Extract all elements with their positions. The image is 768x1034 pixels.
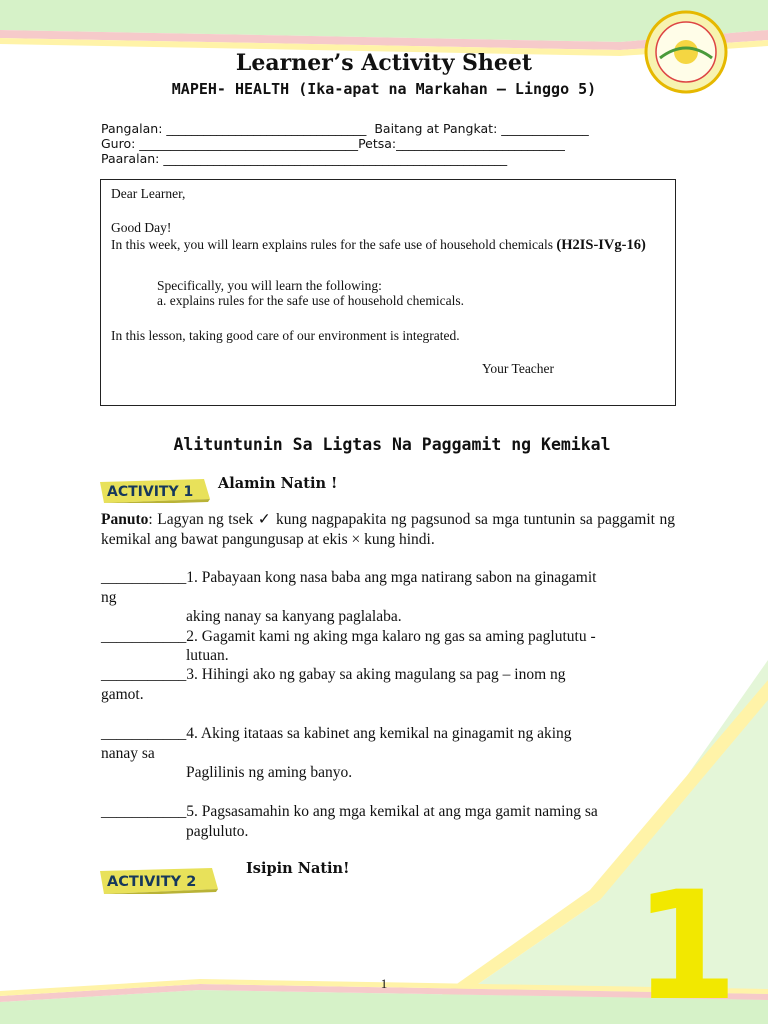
list-item-5: ___________5. Pagsasamahin ko ang mga kemikal at ang mga gamit naming sa	[101, 803, 598, 820]
letter-integration: In this lesson, taking good care of our environment is integrated.	[111, 328, 460, 343]
list-item-4-cont2: Paglilinis ng aming banyo.	[186, 764, 353, 781]
activity-1-badge-text: ACTIVITY 1	[107, 484, 194, 500]
directions-text: : Lagyan ng tsek ✓ kung nagpapakita ng pagsunod sa mga tuntunin sa paggamit ng kemikal ang bawat pangungusap at ekis × kung hindi.	[101, 511, 675, 548]
answer-blank-1[interactable]: ___________	[101, 569, 187, 586]
letter-item-a: a. explains rules for the safe use of household chemicals.	[157, 293, 465, 308]
activity-2-badge	[100, 868, 218, 894]
list-item-2: ___________2. Gagamit kami ng aking mga kalaro ng gas sa aming paglututu -	[101, 628, 596, 645]
big-page-number: 1	[633, 860, 738, 1034]
teacher-field: Guro: ___________________________________	[101, 136, 359, 151]
list-item-2-cont: lutuan.	[186, 647, 229, 664]
activity-1-badge	[100, 479, 210, 503]
answer-blank-2[interactable]: ___________	[101, 628, 187, 645]
page-number: 1	[380, 976, 388, 991]
date-field: Petsa:___________________________	[358, 136, 565, 151]
list-item-1-cont: ng	[101, 589, 117, 606]
list-item-4-cont: nanay sa	[101, 745, 155, 762]
name-field: Pangalan: ________________________________	[101, 121, 367, 136]
list-item-4: ___________4. Aking itataas sa kabinet ang kemikal na ginagamit ng aking	[101, 725, 572, 742]
school-field: Paaralan: _______________________________________________________	[101, 151, 508, 166]
activity-2-title: Isipin Natin!	[246, 860, 350, 877]
grade-section-field: Baitang at Pangkat: ______________	[374, 121, 589, 136]
directions	[101, 510, 675, 550]
activity-2-badge-text: ACTIVITY 2	[107, 874, 197, 890]
teacher-field-line	[101, 136, 565, 151]
letter-box	[100, 179, 676, 406]
page-title: Learner’s Activity Sheet	[235, 50, 533, 76]
list-item-3: ___________3. Hihingi ako ng gabay sa aking magulang sa pag – inom ng	[101, 666, 566, 683]
list-item-1: ___________1. Pabayaan kong nasa baba ang mga natirang sabon na ginagamit	[101, 569, 597, 586]
letter-signature: Your Teacher	[482, 361, 555, 376]
letter-greeting: Dear Learner,	[111, 186, 186, 201]
letter-specific: Specifically, you will learn the following:	[157, 278, 382, 293]
answer-blank-4[interactable]: ___________	[101, 725, 187, 742]
section-heading: Alituntunin Sa Ligtas Na Paggamit ng Kemikal	[173, 435, 611, 454]
competency-code: (H2IS-IVg-16)	[556, 237, 646, 253]
answer-blank-3[interactable]: ___________	[101, 666, 187, 683]
list-item-5-cont: pagluluto.	[186, 823, 249, 840]
name-field-line	[101, 121, 589, 136]
list-item-3-cont: gamot.	[101, 686, 144, 703]
directions-label: Panuto	[101, 511, 149, 528]
page-subtitle: MAPEH- HEALTH (Ika-apat na Markahan – Linggo 5)	[171, 80, 597, 98]
answer-blank-5[interactable]: ___________	[101, 803, 187, 820]
letter-good-day: Good Day!	[111, 220, 172, 235]
list-item-1-cont2: aking nanay sa kanyang paglalaba.	[186, 608, 402, 625]
activity-1-title: Alamin Natin !	[218, 475, 338, 492]
letter-intro: In this week, you will learn explains rules for the safe use of household chemicals (H2IS-IVg-16)	[111, 237, 646, 253]
